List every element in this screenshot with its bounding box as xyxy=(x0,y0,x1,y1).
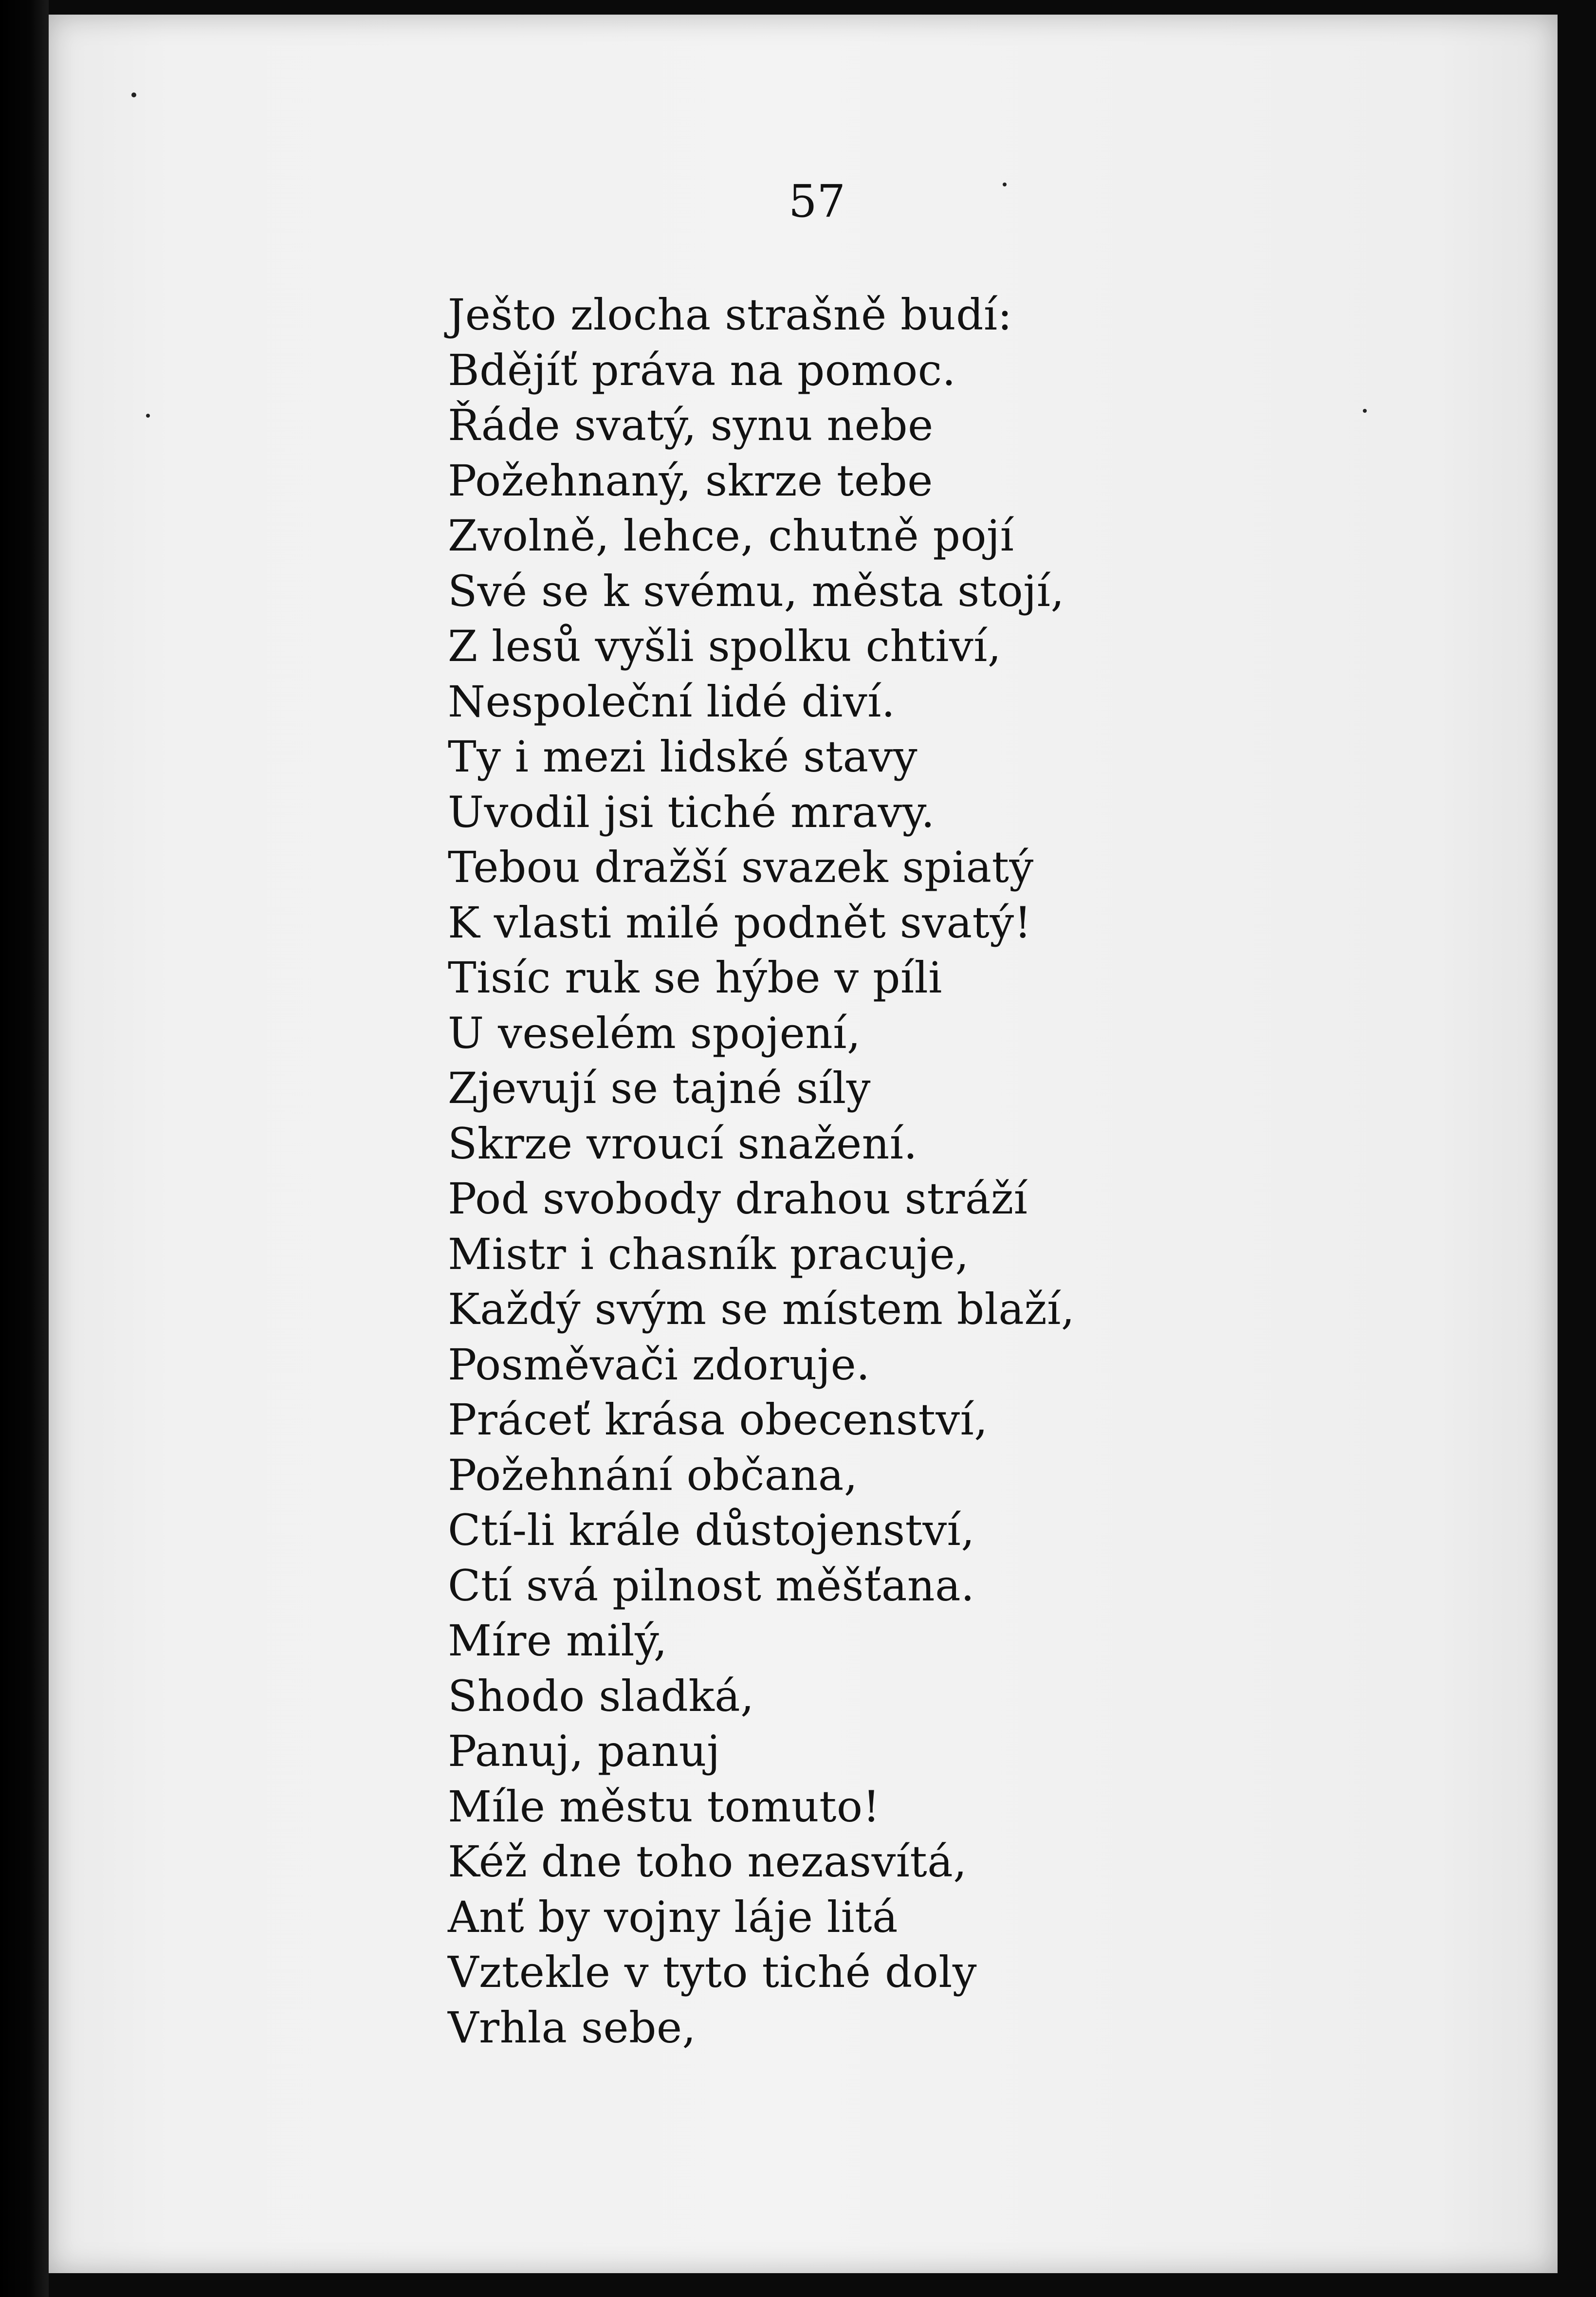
book-binding-edge xyxy=(0,0,49,2297)
poem-line: Kéž dne toho nezasvítá, xyxy=(448,1837,967,1887)
poem-line: Míle městu tomuto! xyxy=(448,1781,881,1832)
poem-text xyxy=(448,287,1075,2055)
poem-line: K vlasti milé podnět svatý! xyxy=(448,897,1032,948)
poem-line: Uvodil jsi tiché mravy. xyxy=(448,787,935,837)
book-page xyxy=(49,15,1558,2273)
poem-line: Vrhla sebe, xyxy=(448,2002,696,2053)
poem-line: Práceť krása obecenství, xyxy=(448,1395,988,1445)
poem-line: Anť by vojny láje litá xyxy=(448,1892,898,1942)
poem-line: Skrze vroucí snažení. xyxy=(448,1118,917,1169)
poem-line: Panuj, panuj xyxy=(448,1726,720,1776)
poem-line: Nespoleční lidé diví. xyxy=(448,676,896,727)
poem-line: Míre milý, xyxy=(448,1616,668,1666)
poem-line: Požehnání občana, xyxy=(448,1450,858,1500)
poem-line: Ješto zlocha strašně budí: xyxy=(448,290,1012,340)
poem-line: Ctí-li krále důstojenství, xyxy=(448,1505,975,1555)
poem-line: Shodo sladká, xyxy=(448,1671,754,1721)
poem-line: Posměvači zdoruje. xyxy=(448,1339,870,1390)
poem-line: Vztekle v tyto tiché doly xyxy=(448,1947,977,1997)
poem-line: Své se k svému, města stojí, xyxy=(448,566,1064,616)
poem-line: Požehnaný, skrze tebe xyxy=(448,455,933,506)
poem-line: Řáde svatý, synu nebe xyxy=(448,400,934,450)
scan-speck xyxy=(146,414,150,418)
poem-line: Zjevují se tajné síly xyxy=(448,1063,871,1113)
poem-line: U veselém spojení, xyxy=(448,1008,861,1058)
poem-line: Bdějíť práva na pomoc. xyxy=(448,345,956,395)
poem-line: Z lesů vyšli spolku chtiví, xyxy=(448,621,1002,671)
page-number: 57 xyxy=(789,175,846,227)
poem-line: Mistr i chasník pracuje, xyxy=(448,1229,969,1279)
poem-line: Ctí svá pilnost měšťana. xyxy=(448,1560,975,1611)
poem-line: Tisíc ruk se hýbe v píli xyxy=(448,953,942,1003)
scan-speck xyxy=(131,92,136,97)
poem-line: Zvolně, lehce, chutně pojí xyxy=(448,511,1014,561)
scan-speck xyxy=(1003,183,1007,186)
poem-line: Každý svým se místem blaží, xyxy=(448,1284,1075,1334)
poem-line: Tebou dražší svazek spiatý xyxy=(448,842,1034,892)
scan-speck xyxy=(1363,409,1367,413)
poem-line: Pod svobody drahou stráží xyxy=(448,1174,1028,1224)
poem-line: Ty i mezi lidské stavy xyxy=(448,732,918,782)
